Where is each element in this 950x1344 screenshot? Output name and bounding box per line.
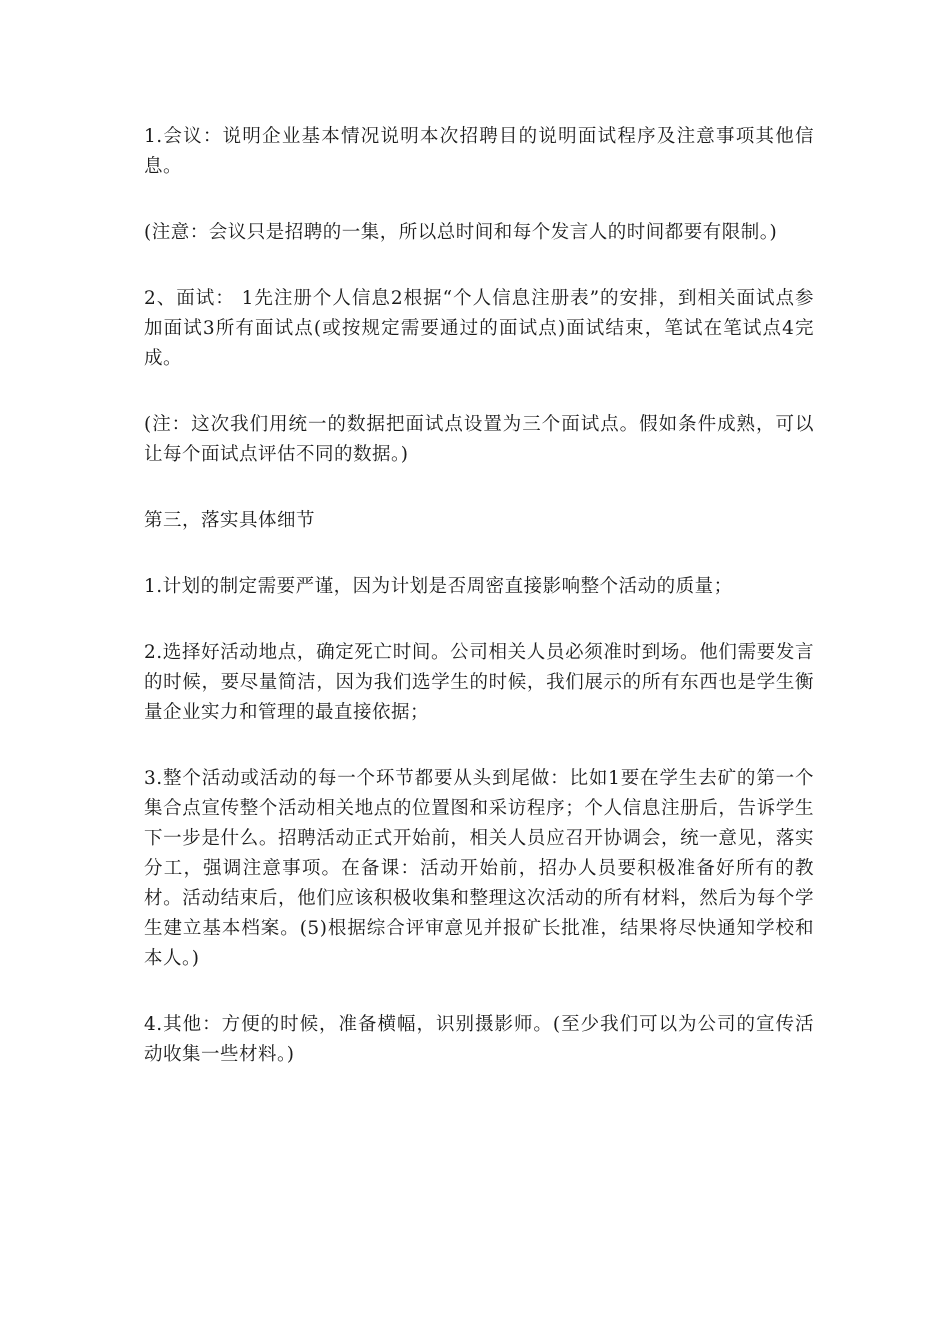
- document-body: [144, 122, 814, 1106]
- paragraph-venue: 2.选择好活动地点，确定死亡时间。公司相关人员必须准时到场。他们需要发言的时候，要尽量简洁，因为我们选学生的时候，我们展示的所有东西也是学生衡量企业实力和管理的最直接依据；: [144, 642, 814, 723]
- paragraph-meeting: 1.会议：说明企业基本情况说明本次招聘目的说明面试程序及注意事项其他信息。: [144, 126, 814, 177]
- paragraph-interview: 2、面试： 1先注册个人信息2根据“个人信息注册表”的安排，到相关面试点参加面试3所有面试点(或按规定需要通过的面试点)面试结束，笔试在笔试点4完成。: [144, 288, 814, 369]
- paragraph-interview-note: (注：这次我们用统一的数据把面试点设置为三个面试点。假如条件成熟，可以让每个面试点评估不同的数据。): [144, 414, 814, 465]
- section-heading-details: 第三，落实具体细节: [144, 510, 316, 531]
- paragraph-other: 4.其他：方便的时候，准备横幅，识别摄影师。(至少我们可以为公司的宣传活动收集一些材料。): [144, 1014, 814, 1065]
- paragraph-process: 3.整个活动或活动的每一个环节都要从头到尾做：比如1要在学生去矿的第一个集合点宣传整个活动相关地点的位置图和采访程序；个人信息注册后，告诉学生下一步是什么。招聘活动正式开始前，相关人员应召开协调会，统一意见，落实分工，强调注意事项。在备课：活动开始前，招办人员要积极准备好所有的教材。活动结束后，他们应该积极收集和整理这次活动的所有材料，然后为每个学生建立基本档案。(5)根据综合评审意见并报矿长批准，结果将尽快通知学校和本人。): [144, 768, 814, 969]
- paragraph-meeting-note: (注意：会议只是招聘的一集，所以总时间和每个发言人的时间都要有限制。): [144, 222, 778, 243]
- paragraph-plan: 1.计划的制定需要严谨，因为计划是否周密直接影响整个活动的质量；: [144, 576, 733, 597]
